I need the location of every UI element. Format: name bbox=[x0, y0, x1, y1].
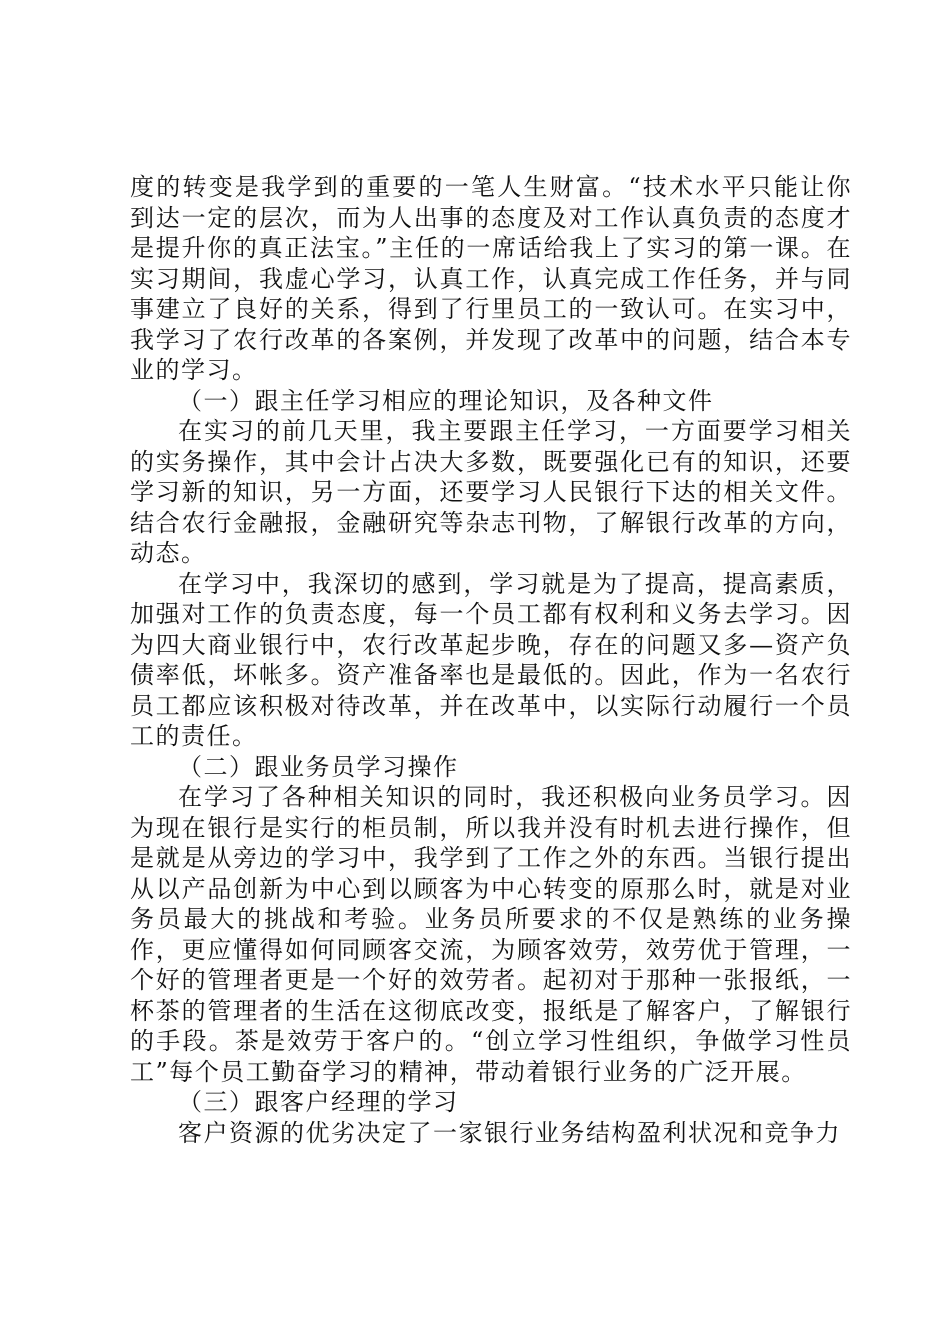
document-page bbox=[130, 172, 852, 1148]
paragraph-section-1: 在实习的前几天里，我主要跟主任学习，一方面要学习相关的实务操作，其中会计占决大多数，既要强化已有的知识，还要学习新的知识，另一方面，还要学习人民银行下达的相关文件。结合农行金融报，金融研究等杂志刊物，了解银行改革的方向，动态。 bbox=[130, 417, 852, 567]
paragraph-learning: 在学习中，我深切的感到，学习就是为了提高，提高素质，加强对工作的负责态度，每一个员工都有权利和义务去学习。因为四大商业银行中，农行改革起步晚，存在的问题又多—资产负债率低，坏帐多。资产准备率也是最低的。因此，作为一名农行员工都应该积极对待改革，并在改革中，以实际行动履行一个员工的责任。 bbox=[130, 569, 852, 750]
paragraph-section-2: 在学习了各种相关知识的同时，我还积极向业务员学习。因为现在银行是实行的柜员制，所以我并没有时机去进行操作，但是就是从旁边的学习中，我学到了工作之外的东西。当银行提出从以产品创新为中心到以顾客为中心转变的原那么时，就是对业务员最大的挑战和考验。业务员所要求的不仅是熟练的业务操作，更应懂得如何同顾客交流，为顾客效劳，效劳优于管理，一个好的管理者更是一个好的效劳者。起初对于那种一张报纸，一杯茶的管理者的生活在这彻底改变，报纸是了解客户，了解银行的手段。茶是效劳于客户的。“创立学习性组织，争做学习性员工”每个员工勤奋学习的精神，带动着银行业务的广泛开展。 bbox=[130, 783, 852, 1086]
section-heading-2: （二）跟业务员学习操作 bbox=[178, 752, 459, 781]
paragraph-section-3: 客户资源的优劣决定了一家银行业务结构盈利状况和竞争力 bbox=[178, 1118, 841, 1147]
section-heading-3: （三）跟客户经理的学习 bbox=[178, 1088, 459, 1116]
section-heading-1: （一）跟主任学习相应的理论知识，及各种文件 bbox=[178, 386, 714, 415]
paragraph-intro: 度的转变是我学到的重要的一笔人生财富。“技术水平只能让你到达一定的层次，而为人出事的态度及对工作认真负责的态度才是提升你的真正法宝。”主任的一席话给我上了实习的第一课。在实习期间，我虚心学习，认真工作，认真完成工作任务，并与同事建立了良好的关系，得到了行里员工的一致认可。在实习中，我学习了农行改革的各案例，并发现了改革中的问题，结合本专业的学习。 bbox=[130, 173, 852, 384]
